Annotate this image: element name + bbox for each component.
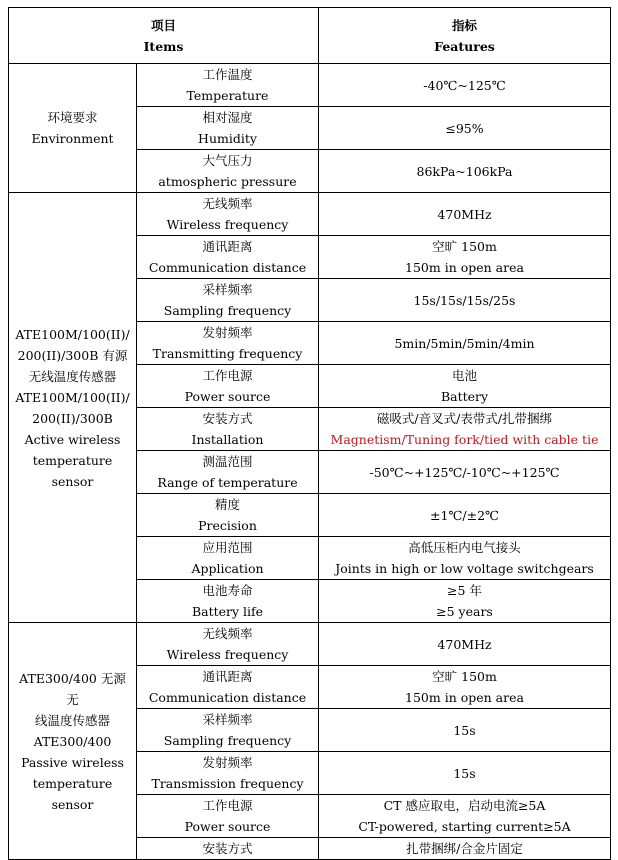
group-label-line: ATE300/400 无源无 (19, 670, 126, 707)
group-label-line: Environment (31, 131, 114, 146)
item-name-zh: 工作电源 (202, 798, 253, 813)
item-name-en: Power source (184, 819, 271, 834)
feature-value: 15s (453, 765, 476, 781)
item-cell (137, 795, 319, 838)
group-label-line: ATE300/400 (33, 733, 112, 749)
item-name-en: Precision (198, 518, 257, 533)
feature-cell (319, 107, 611, 150)
feature-value: -40℃~125℃ (423, 77, 506, 93)
feature-cell (319, 193, 611, 236)
item-name-zh: 测温范围 (202, 454, 253, 469)
item-name-en: atmospheric pressure (158, 174, 297, 189)
feature-cell (319, 150, 611, 193)
header-row (9, 8, 611, 64)
item-cell (137, 150, 319, 193)
item-cell (137, 580, 319, 623)
item-name-zh: 发射频率 (202, 755, 253, 770)
feature-cell (319, 451, 611, 494)
item-cell (137, 623, 319, 666)
item-cell (137, 279, 319, 322)
item-name-en: Sampling frequency (163, 733, 292, 748)
item-name-zh: 采样频率 (202, 712, 253, 727)
item-cell (137, 64, 319, 107)
feature-value: 磁吸式/音叉式/表带式/扎带捆绑 (376, 411, 553, 426)
header-features (319, 8, 611, 64)
feature-value: CT 感应取电，启动电流≥5A (383, 798, 546, 813)
item-name-zh: 工作温度 (202, 67, 253, 82)
item-name-en: Humidity (198, 131, 257, 146)
feature-cell (319, 623, 611, 666)
feature-value: ±1℃/±2℃ (429, 507, 500, 523)
feature-value: 470MHz (437, 636, 492, 652)
feature-cell (319, 64, 611, 107)
feature-cell (319, 666, 611, 709)
group-label-line: temperature sensor (32, 452, 113, 489)
header-items-zh: 项目 (150, 17, 176, 33)
feature-cell (319, 795, 611, 838)
item-name-en: Transmitting frequency (152, 346, 303, 361)
item-name-zh: 发射频率 (202, 325, 253, 340)
item-name-en: Transmission frequency (151, 776, 304, 791)
feature-value: Magnetism/Tuning fork/tied with cable tie (330, 432, 599, 447)
feature-value: 5min/5min/5min/4min (394, 335, 535, 351)
item-cell (137, 408, 319, 451)
item-name-zh: 工作电源 (202, 368, 253, 383)
item-cell (137, 193, 319, 236)
item-cell (137, 752, 319, 795)
item-cell (137, 365, 319, 408)
feature-value: 空旷 150m (432, 669, 497, 684)
group-label-line: 200(II)/300B 有源 (17, 347, 128, 363)
feature-value: 470MHz (437, 206, 492, 222)
item-name-en: Wireless frequency (166, 647, 289, 662)
item-name-zh: 安装方式 (202, 841, 253, 856)
item-name-en: Sampling frequency (163, 303, 292, 318)
table-row (9, 193, 611, 236)
group-label-line: temperature sensor (32, 775, 113, 812)
item-name-en: Communication distance (148, 690, 307, 705)
item-name-zh: 采样频率 (202, 282, 253, 297)
feature-cell (319, 365, 611, 408)
item-name-zh: 安装方式 (202, 411, 253, 426)
item-cell (137, 709, 319, 752)
item-cell (137, 322, 319, 365)
item-cell (137, 838, 319, 860)
spec-table-body (9, 64, 611, 860)
item-name-en: Range of temperature (157, 475, 298, 490)
header-features-zh: 指标 (451, 17, 477, 33)
feature-value: ≥5 年 (447, 583, 482, 598)
item-cell (137, 451, 319, 494)
group-label-line: Passive wireless (21, 754, 124, 770)
feature-cell (319, 408, 611, 451)
item-name-zh: 电池寿命 (202, 583, 253, 598)
item-name-en: Temperature (186, 88, 269, 103)
item-name-en: Battery life (191, 604, 264, 619)
group-label (9, 193, 137, 623)
feature-value: 扎带捆绑/合金片固定 (406, 841, 523, 856)
group-label-line: 无线温度传感器 (28, 368, 117, 384)
header-features-en: Features (434, 38, 495, 54)
item-name-zh: 通讯距离 (202, 239, 253, 254)
item-name-en: Installation (191, 432, 264, 447)
feature-cell (319, 494, 611, 537)
header-items-en: Items (143, 38, 184, 54)
feature-value: ≤95% (445, 120, 484, 136)
item-cell (137, 107, 319, 150)
group-label (9, 64, 137, 193)
feature-cell (319, 580, 611, 623)
item-name-en: Communication distance (148, 260, 307, 275)
item-cell (137, 666, 319, 709)
feature-cell (319, 709, 611, 752)
group-label-line: ATE100M/100(II)/ (15, 326, 130, 342)
item-name-zh: 相对湿度 (202, 110, 253, 125)
item-cell (137, 494, 319, 537)
feature-value: -50℃~+125℃/-10℃~+125℃ (369, 464, 560, 480)
group-label (9, 623, 137, 860)
feature-value: 150m in open area (405, 260, 524, 275)
feature-value: 空旷 150m (432, 239, 497, 254)
group-label-line: 线温度传感器 (34, 712, 110, 728)
feature-cell (319, 322, 611, 365)
feature-value: CT-powered, starting current≥5A (358, 819, 571, 834)
feature-value: 150m in open area (405, 690, 524, 705)
item-name-zh: 大气压力 (202, 153, 253, 168)
item-name-zh: 无线频率 (202, 626, 253, 641)
feature-cell (319, 838, 611, 860)
feature-cell (319, 752, 611, 795)
item-name-en: Application (191, 561, 264, 576)
item-name-zh: 通讯距离 (202, 669, 253, 684)
group-label-line: 200(II)/300B (32, 410, 113, 426)
feature-value: 15s/15s/15s/25s (413, 292, 516, 308)
header-items (9, 8, 319, 64)
item-cell (137, 236, 319, 279)
item-name-en: Wireless frequency (166, 217, 289, 232)
feature-value: 86kPa~106kPa (416, 163, 513, 179)
feature-cell (319, 236, 611, 279)
feature-value: Joints in high or low voltage switchgears (335, 561, 594, 576)
table-row (9, 64, 611, 107)
feature-cell (319, 279, 611, 322)
item-name-zh: 精度 (214, 497, 240, 512)
feature-value: Battery (440, 389, 489, 404)
group-label-line: 环境要求 (47, 110, 98, 125)
table-row (9, 623, 611, 666)
spec-table (8, 7, 611, 860)
feature-cell (319, 537, 611, 580)
group-label-line: Active wireless (24, 431, 121, 447)
feature-value: 电池 (451, 368, 477, 383)
feature-value: 高低压柜内电气接头 (408, 540, 521, 555)
item-cell (137, 537, 319, 580)
feature-value: ≥5 years (436, 604, 493, 619)
feature-value: 15s (453, 722, 476, 738)
item-name-en: Power source (184, 389, 271, 404)
item-name-zh: 应用范围 (202, 540, 253, 555)
item-name-zh: 无线频率 (202, 196, 253, 211)
group-label-line: ATE100M/100(II)/ (15, 389, 130, 405)
